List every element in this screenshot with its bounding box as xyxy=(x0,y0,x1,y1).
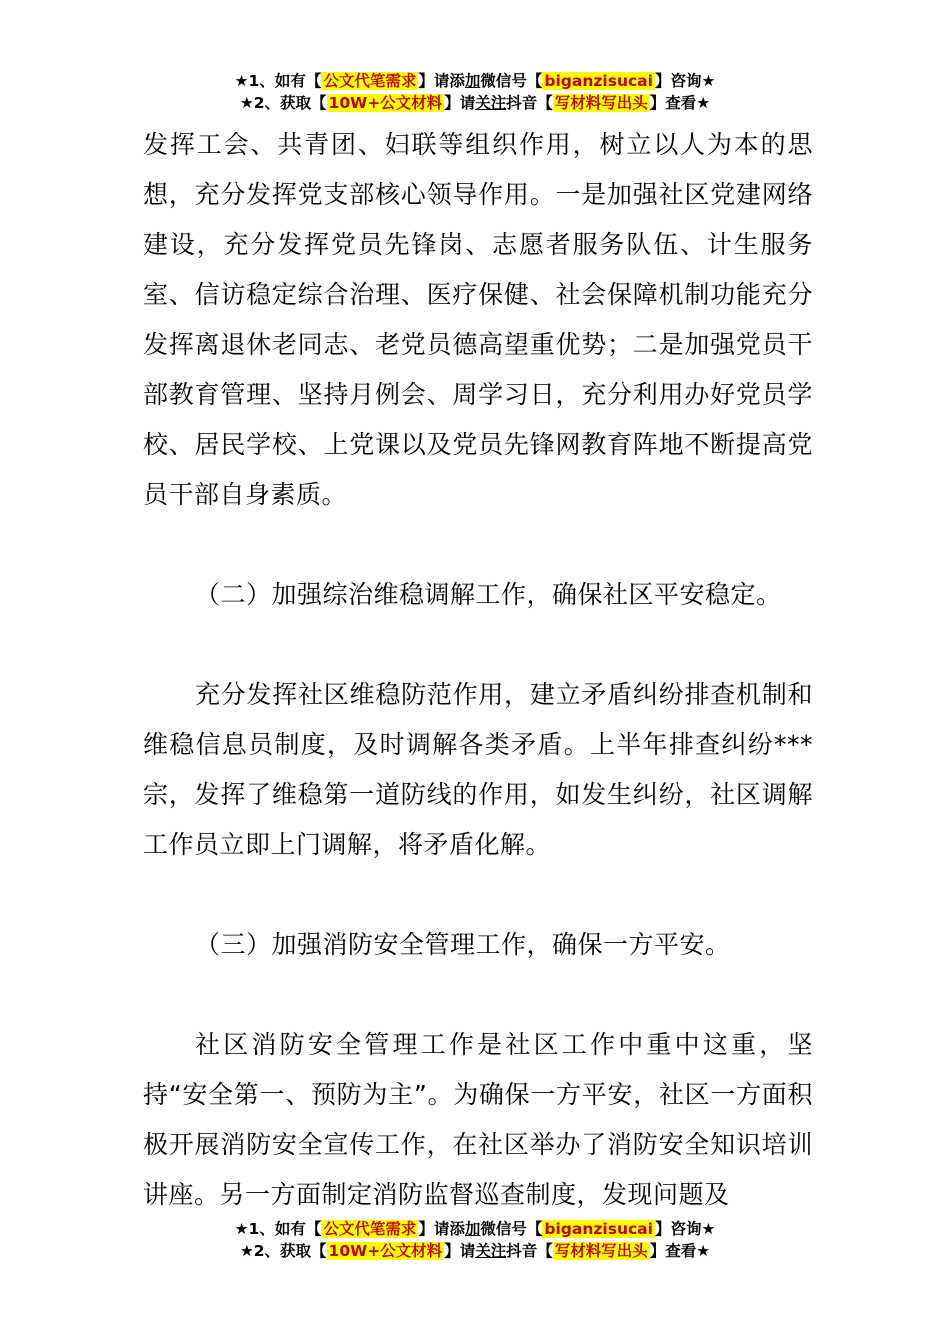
banner-text: 1、如有【 xyxy=(248,72,322,90)
highlight-service: 公文代笔需求 xyxy=(323,72,417,90)
star-icon: ★ xyxy=(696,94,711,112)
banner-text: 2、获取【 xyxy=(253,1242,327,1260)
banner-text: 1、如有【 xyxy=(248,1220,322,1238)
star-icon: ★ xyxy=(239,1242,254,1260)
banner-line-1 xyxy=(0,1218,950,1240)
banner-text: 】请 xyxy=(444,1242,476,1260)
banner-emphasis: 加 xyxy=(464,72,481,90)
highlight-materials: 10W+公文材料 xyxy=(328,94,443,112)
header-banner xyxy=(0,70,950,114)
banner-text: 】请添 xyxy=(418,1220,465,1238)
document-body xyxy=(143,120,813,1220)
paragraph-stability: 充分发挥社区维稳防范作用，建立矛盾纠纷排查机制和维稳信息员制度，及时调解各类矛盾。上半年排查纠纷***宗，发挥了维稳第一道防线的作用，如发生纠纷，社区调解工作员立即上门调解，将矛盾化解。 xyxy=(143,680,813,859)
section-heading-2: （二）加强综治维稳调解工作，确保社区平安稳定。 xyxy=(195,580,782,609)
banner-emphasis: 加 xyxy=(464,1220,481,1238)
star-icon: ★ xyxy=(696,1242,711,1260)
star-icon: ★ xyxy=(234,72,249,90)
banner-line-2 xyxy=(0,92,950,114)
star-icon: ★ xyxy=(234,1220,249,1238)
highlight-materials: 10W+公文材料 xyxy=(328,1242,443,1260)
banner-text: 抖音【 xyxy=(506,1242,553,1260)
highlight-service: 公文代笔需求 xyxy=(323,1220,417,1238)
banner-text: 微信号【 xyxy=(480,72,543,90)
star-icon: ★ xyxy=(239,94,254,112)
highlight-wechat-id: biganzisucai xyxy=(544,1220,653,1238)
paragraph-fire-safety: 社区消防安全管理工作是社区工作中重中这重，坚持“安全第一、预防为主”。为确保一方平安，社区一方面积极开展消防安全宣传工作，在社区举办了消防安全知识培训讲座。另一方面制定消防监督巡查制度，发现问题及 xyxy=(143,1030,813,1209)
banner-text: 】查看 xyxy=(649,94,697,112)
banner-text: 】咨询 xyxy=(654,72,702,90)
banner-text: 】查看 xyxy=(649,1242,697,1260)
highlight-douyin: 写材料写出头 xyxy=(554,1242,648,1260)
star-icon: ★ xyxy=(701,1220,716,1238)
section-heading-3: （三）加强消防安全管理工作，确保一方平安。 xyxy=(195,930,731,959)
banner-text: 】请添 xyxy=(418,72,465,90)
banner-line-1 xyxy=(0,70,950,92)
banner-text: 微信号【 xyxy=(480,1220,543,1238)
banner-text: 抖音【 xyxy=(506,94,553,112)
banner-emphasis: 关注 xyxy=(475,94,507,112)
banner-line-2 xyxy=(0,1240,950,1262)
banner-text: 】请 xyxy=(444,94,476,112)
highlight-douyin: 写材料写出头 xyxy=(554,94,648,112)
paragraph-party-building: 发挥工会、共青团、妇联等组织作用，树立以人为本的思想，充分发挥党支部核心领导作用。一是加强社区党建网络建设，充分发挥党员先锋岗、志愿者服务队伍、计生服务室、信访稳定综合治理、医疗保健、社会保障机制功能充分发挥离退休老同志、老党员德高望重优势；二是加强党员干部教育管理、坚持月例会、周学习日，充分利用办好党员学校、居民学校、上党课以及党员先锋网教育阵地不断提高党员干部自身素质。 xyxy=(143,130,813,509)
footer-banner xyxy=(0,1218,950,1262)
banner-emphasis: 关注 xyxy=(475,1242,507,1260)
highlight-wechat-id: biganzisucai xyxy=(544,72,653,90)
star-icon: ★ xyxy=(701,72,716,90)
banner-text: 2、获取【 xyxy=(253,94,327,112)
banner-text: 】咨询 xyxy=(654,1220,702,1238)
